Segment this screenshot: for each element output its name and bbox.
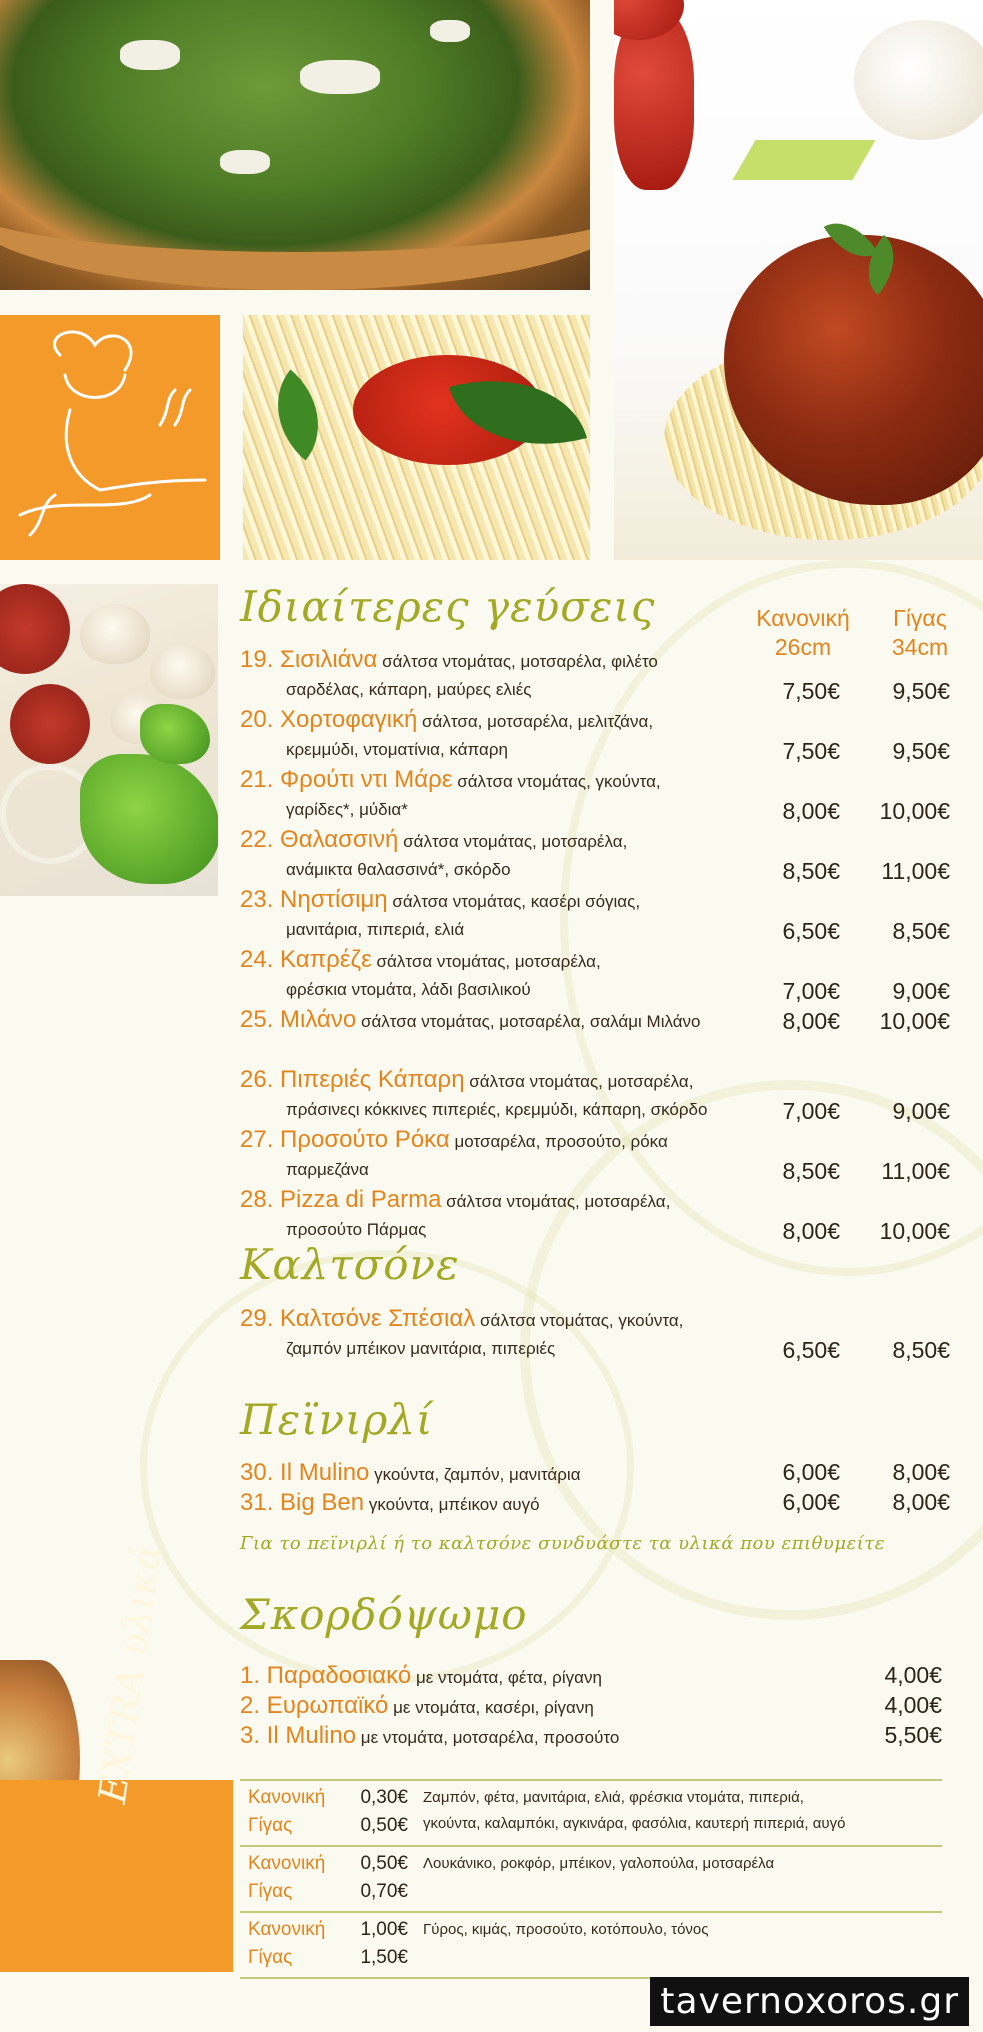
menu-item-name: 29. Καλτσόνε Σπέσιαλ: [240, 1305, 476, 1332]
watermark: tavernoxoros.gr: [650, 1977, 969, 2026]
extras-regular-price: 1,00€: [360, 1919, 408, 1940]
menu-item-line: [240, 1186, 950, 1216]
price-giant: 10,00€: [879, 1008, 950, 1034]
menu-item-name: 21. Φρούτι ντι Μάρε: [240, 766, 453, 793]
menu-item: [240, 946, 950, 1004]
price-giant: 9,50€: [892, 678, 950, 704]
price-regular: 8,00€: [782, 798, 840, 824]
menu-item-name: 24. Καπρέζε: [240, 946, 372, 973]
menu-item-description: μοτσαρέλα, προσούτο, ρόκα: [454, 1132, 668, 1151]
price: 4,00€: [884, 1692, 942, 1718]
column-regular-header: Κανονική 26cm: [756, 605, 850, 660]
menu-item-line: [240, 706, 950, 736]
extras-row: [240, 1779, 942, 1845]
menu-item-description: με ντομάτα, μοτσαρέλα, προσούτο: [360, 1728, 620, 1747]
price-giant: 8,00€: [892, 1489, 950, 1515]
menu-item-description: σάλτσα ντομάτας, μοτσαρέλα,: [403, 832, 628, 851]
menu-item: [240, 1722, 950, 1752]
price-regular: 7,50€: [782, 678, 840, 704]
menu-item-description-line2: ζαμπόν μπέικον μανιτάρια, πιπεριές: [286, 1339, 556, 1358]
menu-item-line: [240, 766, 950, 796]
extras-giant-label: Γίγας: [248, 1815, 293, 1836]
menu-item-name: 3. Il Mulino: [240, 1722, 357, 1749]
menu-item-line: [240, 1066, 950, 1096]
extra-panel: [0, 1780, 233, 1972]
extras-giant-price: 1,50€: [360, 1947, 408, 1968]
extras-ingredients: Λουκάνικο, ροκφόρ, μπέικον, γαλοπούλα, μοτσαρέλα: [423, 1855, 775, 1872]
menu-item-name: 30. Il Mulino: [240, 1459, 370, 1486]
price-regular: 7,50€: [782, 738, 840, 764]
menu-item-line: [240, 1489, 950, 1519]
menu-item-description: σάλτσα ντομάτας, κασέρι σόγιας,: [392, 892, 641, 911]
menu-item-name: 2. Ευρωπαϊκό: [240, 1692, 389, 1719]
menu-item-line: [240, 1692, 950, 1722]
menu-item-description: γκούντα, μπέικον αυγό: [368, 1495, 540, 1514]
menu-item: [240, 1662, 950, 1692]
menu-item-line: [240, 646, 950, 676]
menu-item-name: 20. Χορτοφαγική: [240, 706, 418, 733]
menu-item-line: [240, 946, 950, 976]
extras-regular-label: Κανονική: [248, 1853, 326, 1874]
price-regular: 6,50€: [782, 1337, 840, 1363]
menu-item-name: 26. Πιπεριές Κάπαρη: [240, 1066, 465, 1093]
price: 4,00€: [884, 1662, 942, 1688]
menu-item: [240, 766, 950, 824]
menu-item-description-line2: μανιτάρια, πιπεριά, ελιά: [286, 920, 465, 939]
menu-item-name: 31. Big Ben: [240, 1489, 365, 1516]
price-regular: 8,00€: [782, 1008, 840, 1034]
calzone-title: Καλτσόνε: [240, 1240, 460, 1289]
column-giant-header: Γίγας 34cm: [891, 605, 949, 660]
menu-item-name: 23. Νηστίσιμη: [240, 886, 388, 913]
menu-item-line: [240, 1662, 950, 1692]
menu-item: [240, 1006, 950, 1036]
extras-giant-price: 0,50€: [360, 1815, 408, 1836]
menu-item-line: [240, 1006, 950, 1036]
extras-regular-price: 0,30€: [360, 1787, 408, 1808]
specials-title: Ιδιαίτερες γεύσεις: [240, 582, 656, 631]
price-giant: 11,00€: [881, 858, 950, 884]
menu-item-description-line2: προσούτο Πάρμας: [286, 1220, 427, 1239]
menu-item-line: [240, 1126, 950, 1156]
price-regular: 8,00€: [782, 1218, 840, 1244]
price-giant: 10,00€: [879, 1218, 950, 1244]
menu-item-name: 22. Θαλασσινή: [240, 826, 399, 853]
menu-item: [240, 1066, 950, 1124]
menu-item-description: σάλτσα ντομάτας, μοτσαρέλα,: [376, 952, 601, 971]
menu-item-description: σάλτσα ντομάτας, μοτσαρέλα,: [469, 1072, 694, 1091]
extras-ingredients: Γύρος, κιμάς, προσούτο, κοτόπουλο, τόνος: [423, 1921, 709, 1938]
price-giant: 9,00€: [892, 978, 950, 1004]
menu-item-description: σάλτσα ντομάτας, μοτσαρέλα,: [446, 1192, 671, 1211]
price-regular: 6,50€: [782, 918, 840, 944]
extras-table: [240, 1779, 942, 1979]
price-giant: 8,50€: [892, 918, 950, 944]
vegetables-photo: [0, 584, 218, 896]
menu-item: [240, 1305, 950, 1363]
menu-item: [240, 886, 950, 944]
menu-item-line: [240, 826, 950, 856]
menu-item: [240, 646, 950, 704]
menu-item-line: [240, 1722, 950, 1752]
menu-item-description-line2: ανάμικτα θαλασσινά*, σκόρδο: [286, 860, 511, 879]
menu-item-description-line2: σαρδέλας, κάπαρη, μαύρες ελιές: [286, 680, 532, 699]
menu-item-description: γκούντα, ζαμπόν, μανιτάρια: [374, 1465, 581, 1484]
price-giant: 9,50€: [892, 738, 950, 764]
menu-item-description: σάλτσα ντομάτας, μοτσαρέλα, φιλέτο: [382, 652, 658, 671]
menu-item-description-line2: φρέσκια ντομάτα, λάδι βασιλικού: [286, 980, 531, 999]
price: 5,50€: [884, 1722, 942, 1748]
menu-item: [240, 1186, 950, 1244]
extras-row: [240, 1911, 942, 1979]
peinirli-title: Πεϊνιρλί: [240, 1395, 434, 1444]
menu-item-description: σάλτσα, μοτσαρέλα, μελιτζάνα,: [422, 712, 654, 731]
price-regular: 8,50€: [782, 858, 840, 884]
menu-item: [240, 1126, 950, 1184]
extras-ingredients: Ζαμπόν, φέτα, μανιτάρια, ελιά, φρέσκια ντομάτα, πιπεριά,: [423, 1789, 804, 1806]
menu-item: [240, 706, 950, 764]
menu-item: [240, 1692, 950, 1722]
garlic-bread-title: Σκορδόψωμο: [240, 1590, 528, 1639]
extras-row: [240, 1845, 942, 1911]
price-giant: 8,00€: [892, 1459, 950, 1485]
price-regular: 6,00€: [782, 1459, 840, 1485]
menu-item-line: [240, 1459, 950, 1489]
extra-title: EXTRA υλικά: [90, 1541, 170, 1806]
menu-item-description-line2: κρεμμύδι, ντοματίνια, κάπαρη: [286, 740, 508, 759]
menu-item-description-line2: πράσινεςι κόκκινες πιπεριές, κρεμμύδι, κάπαρη, σκόρδο: [286, 1100, 708, 1119]
menu-item-description: με ντομάτα, κασέρι, ρίγανη: [393, 1698, 594, 1717]
price-giant: 9,00€: [892, 1098, 950, 1124]
extras-regular-label: Κανονική: [248, 1919, 326, 1940]
extras-giant-label: Γίγας: [248, 1947, 293, 1968]
menu-item-name: 28. Pizza di Parma: [240, 1186, 442, 1213]
price-giant: 10,00€: [879, 798, 950, 824]
menu-item-description: σάλτσα ντομάτας, γκούντα,: [457, 772, 661, 791]
chef-logo-panel: [0, 315, 220, 560]
chef-icon: [0, 315, 220, 560]
menu-item-name: 27. Προσούτο Ρόκα: [240, 1126, 450, 1153]
menu-item-name: 25. Μιλάνο: [240, 1006, 357, 1033]
price-giant: 8,50€: [892, 1337, 950, 1363]
menu-item-description-line2: παρμεζάνα: [286, 1160, 369, 1179]
price-regular: 7,00€: [782, 1098, 840, 1124]
extras-giant-label: Γίγας: [248, 1881, 293, 1902]
pizza-photo: [0, 0, 590, 290]
menu-item-description: σάλτσα ντομάτας, μοτσαρέλα, σαλάμι Μιλάνο: [360, 1012, 701, 1031]
menu-item-description: με ντομάτα, φέτα, ρίγανη: [415, 1668, 602, 1687]
menu-item-line: [240, 886, 950, 916]
menu-item-line: [240, 1305, 950, 1335]
extras-regular-label: Κανονική: [248, 1787, 326, 1808]
menu-item: [240, 1489, 950, 1519]
price-regular: 8,50€: [782, 1158, 840, 1184]
extras-ingredients-line2: γκούντα, καλαμπόκι, αγκινάρα, φασόλια, καυτερή πιπεριά, αυγό: [423, 1815, 846, 1832]
extras-giant-price: 0,70€: [360, 1881, 408, 1902]
menu-item: [240, 826, 950, 884]
menu-item-name: 19. Σισιλιάνα: [240, 646, 378, 673]
menu-item-description-line2: γαρίδες*, μύδια*: [286, 800, 408, 819]
extras-regular-price: 0,50€: [360, 1853, 408, 1874]
bolognese-photo: [614, 0, 983, 560]
price-regular: 6,00€: [782, 1489, 840, 1515]
menu-item-description: σάλτσα ντομάτας, γκούντα,: [480, 1311, 684, 1330]
peinirli-note: Για το πεϊνιρλί ή το καλτσόνε συνδυάστε τα υλικά που επιθυμείτε: [240, 1533, 885, 1554]
price-regular: 7,00€: [782, 978, 840, 1004]
menu-item-name: 1. Παραδοσιακό: [240, 1662, 412, 1689]
menu-item: [240, 1459, 950, 1489]
price-giant: 11,00€: [881, 1158, 950, 1184]
spaghetti-photo: [243, 315, 590, 560]
